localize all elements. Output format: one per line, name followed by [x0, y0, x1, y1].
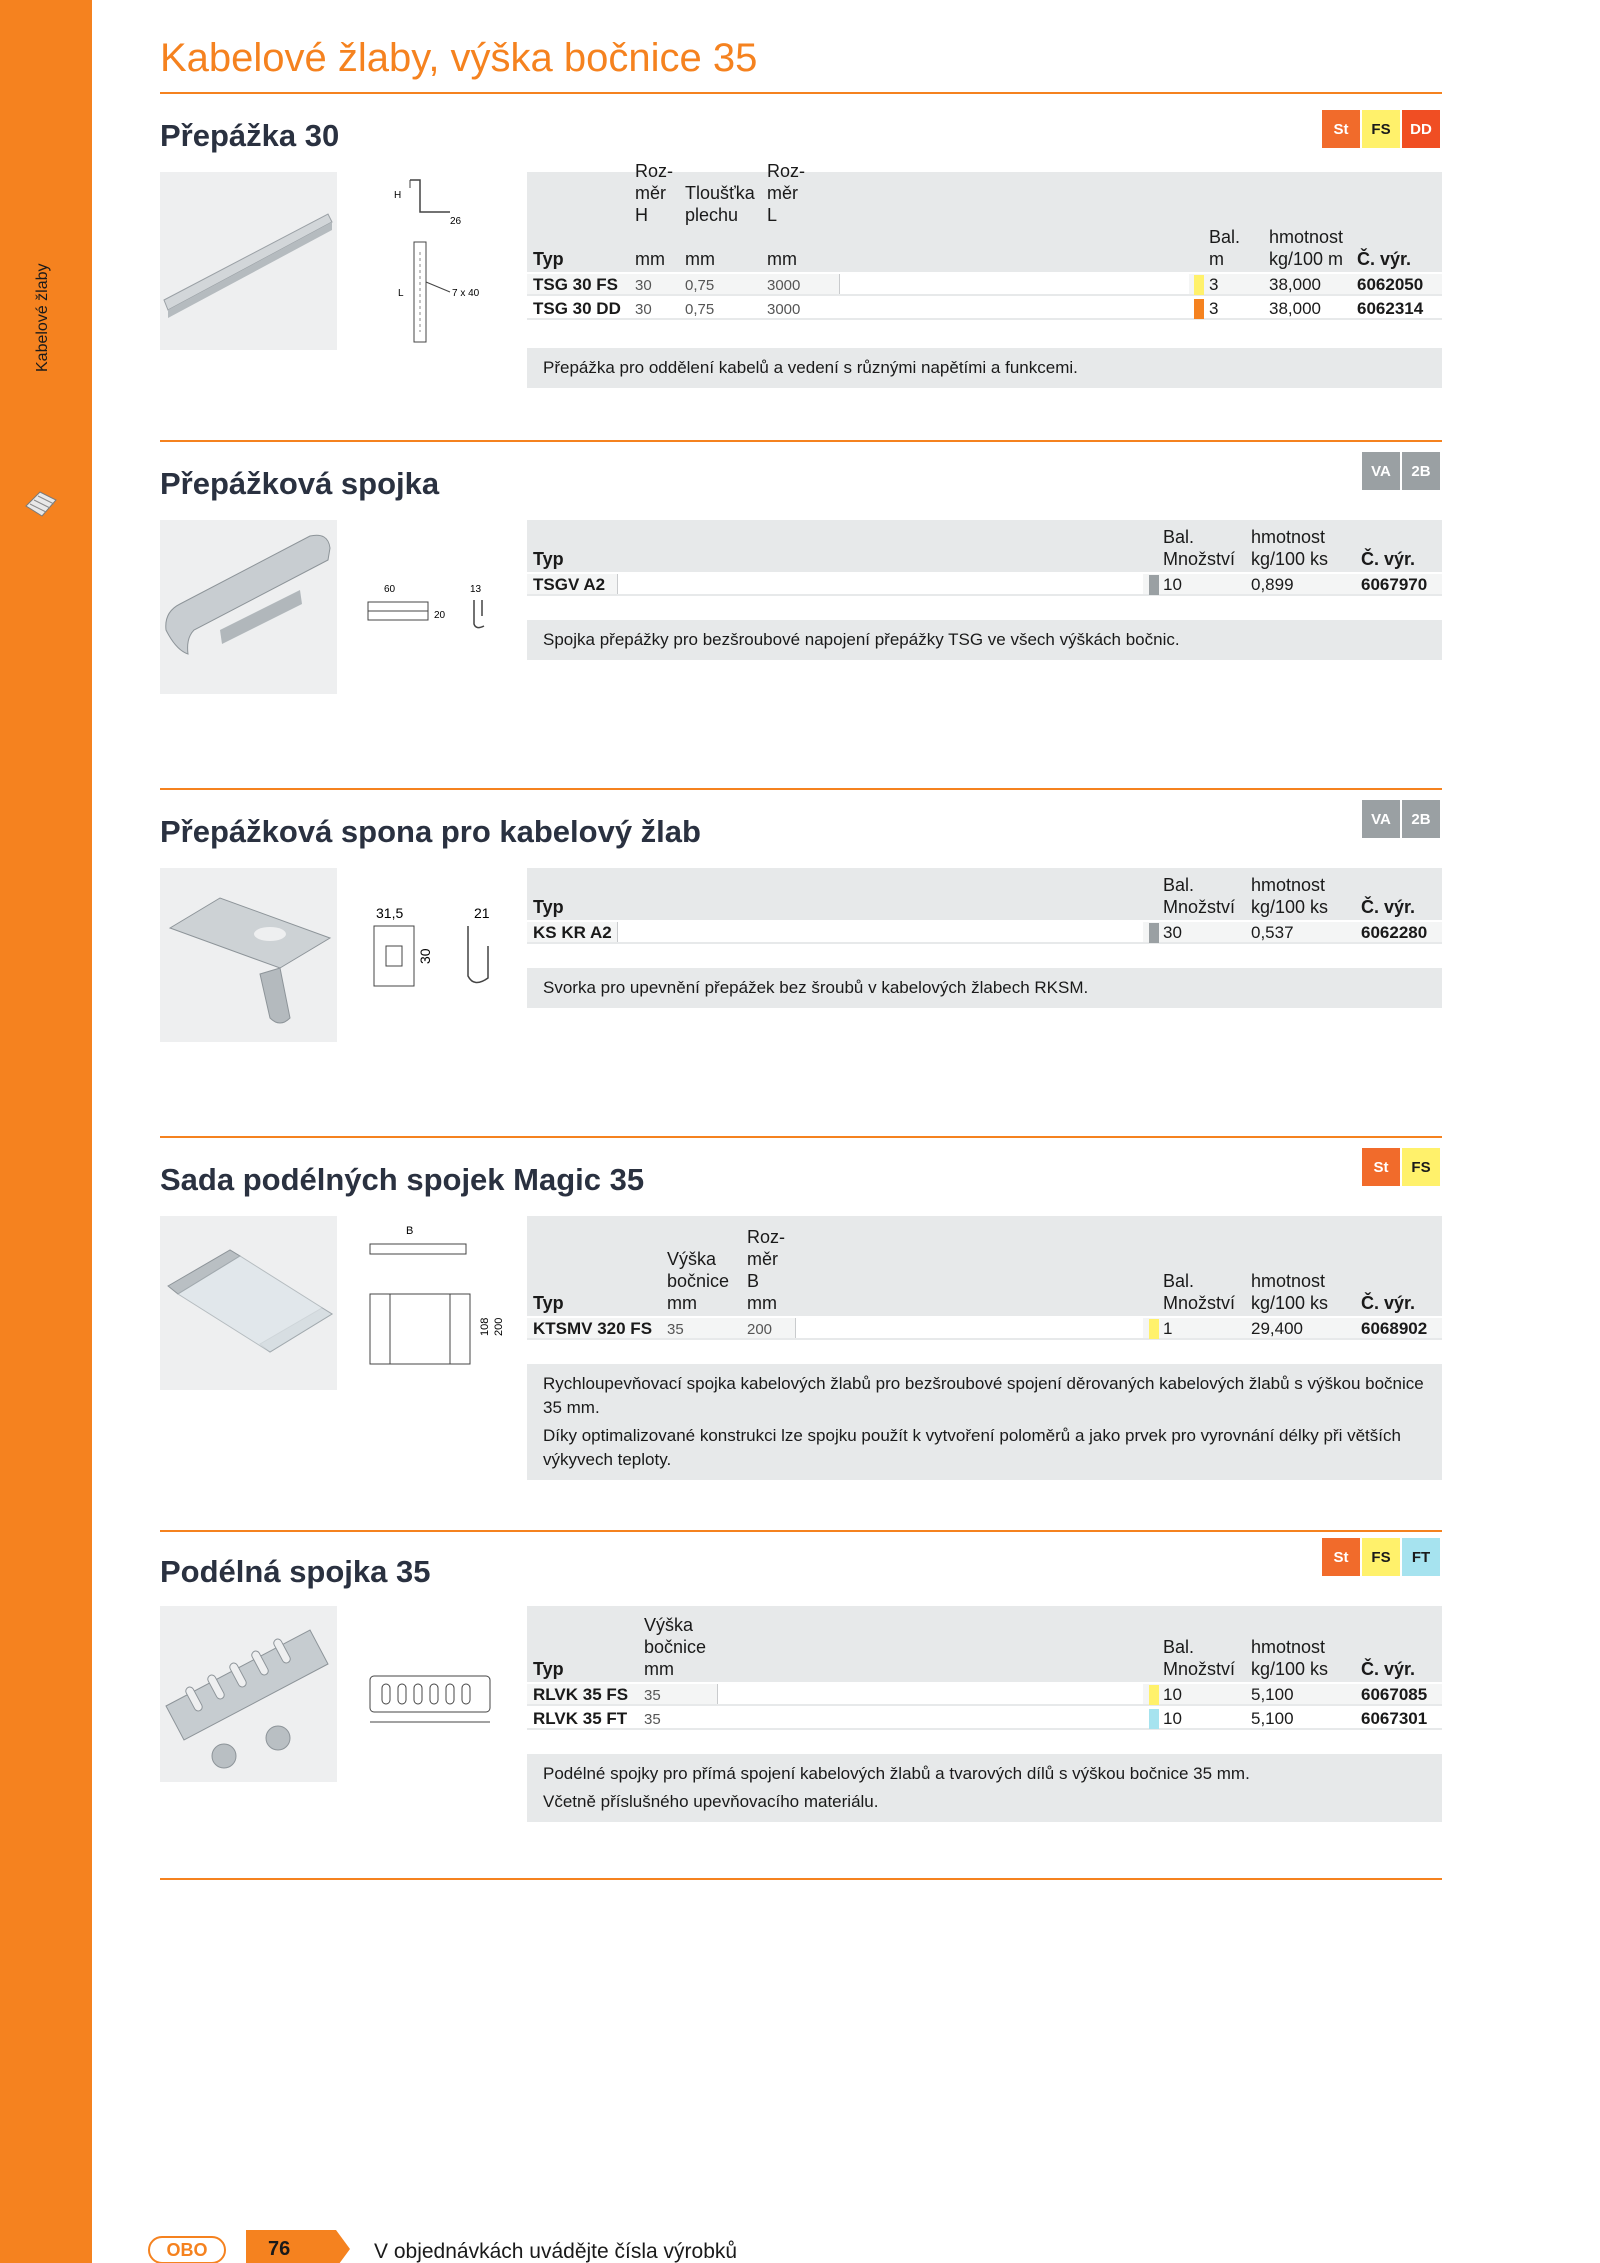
- dim-h: H: [394, 190, 402, 201]
- dim-26: 26: [450, 216, 462, 227]
- dim-21: 21: [474, 906, 490, 921]
- col-l-l1: Roz-: [767, 161, 806, 181]
- col-typ: Typ: [533, 1293, 564, 1313]
- cell-cv: 6062314: [1357, 299, 1424, 318]
- dim-108: 108: [479, 1317, 491, 1336]
- dim-31-5: 31,5: [376, 906, 404, 921]
- product-description: [527, 1754, 1442, 1822]
- col-typ: Typ: [533, 1659, 564, 1679]
- material-badges: [1322, 110, 1440, 148]
- color-swatch: [1149, 1709, 1159, 1729]
- col-weight-unit: kg/100 ks: [1251, 549, 1329, 569]
- product-table: [527, 868, 1442, 944]
- cable-tray-icon: [24, 488, 58, 518]
- col-v-l2: bočnice: [644, 1637, 707, 1657]
- section-divider: [160, 1136, 1442, 1138]
- cell-bal: 30: [1163, 923, 1182, 942]
- badge-st: St: [1362, 1148, 1400, 1186]
- section-prepazkova-spona: [160, 788, 1442, 1044]
- section-title: Sada podélných spojek Magic 35: [160, 1162, 645, 1197]
- cell-spacer: [717, 1684, 1143, 1704]
- footer-text: V objednávkách uvádějte čísla výrobků: [374, 2240, 738, 2263]
- cell-v: 35: [667, 1321, 684, 1338]
- section-title: Přepážková spona pro kabelový žlab: [160, 814, 701, 849]
- col-b-l2: měr: [747, 1249, 778, 1269]
- col-bal-unit: Množství: [1163, 1659, 1236, 1679]
- section-title: Přepážková spojka: [160, 466, 440, 501]
- cell-l: 3000: [767, 277, 801, 294]
- product-table: [527, 161, 1442, 320]
- col-l-unit: mm: [767, 249, 797, 269]
- col-weight-unit: kg/100 m: [1269, 249, 1344, 269]
- col-v-l1: Výška: [644, 1615, 694, 1635]
- badge-2b: 2B: [1402, 800, 1440, 838]
- product-photo: [160, 1216, 337, 1390]
- table-row: [527, 1682, 1442, 1704]
- badge-fs: FS: [1362, 1538, 1400, 1576]
- badge-st: St: [1322, 110, 1360, 148]
- section-title: Podélná spojka 35: [160, 1554, 431, 1589]
- col-t-l2: plechu: [685, 205, 739, 225]
- cell-spacer: [839, 274, 1189, 294]
- cell-bal: 3: [1209, 299, 1219, 318]
- cell-spacer: [795, 1318, 1143, 1338]
- col-b-l3: B: [747, 1271, 760, 1291]
- cell-spacer: [617, 574, 1143, 594]
- cell-typ: RLVK 35 FS: [533, 1685, 629, 1704]
- table-row: [527, 272, 1442, 294]
- cell-bal: 10: [1163, 1685, 1182, 1704]
- material-badges: [1322, 1538, 1440, 1576]
- col-bal-l1: Bal.: [1163, 1271, 1195, 1291]
- cell-weight: 0,537: [1251, 923, 1294, 942]
- obo-logo: [148, 2236, 226, 2263]
- cell-bal: 10: [1163, 1709, 1182, 1728]
- cell-typ: TSGV A2: [533, 575, 606, 594]
- table-row: [527, 1316, 1442, 1338]
- color-swatch: [1149, 575, 1159, 595]
- col-typ: Typ: [533, 249, 564, 269]
- col-weight-l1: hmotnost: [1251, 1637, 1326, 1657]
- cell-l: 3000: [767, 301, 801, 318]
- cell-weight: 0,899: [1251, 575, 1294, 594]
- title-divider: [160, 92, 1442, 94]
- col-weight-l1: hmotnost: [1251, 875, 1326, 895]
- product-table: [527, 1216, 1442, 1340]
- col-h-l2: měr: [635, 183, 666, 203]
- cell-v: 35: [644, 1687, 661, 1704]
- page-title: Kabelové žlaby, výška bočnice 35: [160, 36, 758, 80]
- col-l-l3: L: [767, 205, 778, 225]
- badge-2b: 2B: [1402, 452, 1440, 490]
- dimension-drawing: [364, 906, 504, 1016]
- badge-va: VA: [1362, 800, 1400, 838]
- dimension-drawing: [364, 580, 504, 660]
- product-description: [527, 968, 1442, 1008]
- table-row: [527, 296, 1442, 318]
- table-header: [527, 520, 1442, 572]
- description-text: Svorka pro upevnění přepážek bez šroubů v kabelových žlabech RKSM.: [543, 978, 1089, 997]
- section-prepazka-30: [160, 100, 1442, 390]
- col-bal-l1: Bal.: [1163, 527, 1195, 547]
- cell-weight: 38,000: [1269, 299, 1321, 318]
- cell-weight: 5,100: [1251, 1709, 1294, 1728]
- product-description: [527, 620, 1442, 660]
- cell-t: 0,75: [685, 277, 715, 294]
- col-h-l3: H: [635, 205, 648, 225]
- cell-cv: 6067085: [1361, 1685, 1428, 1704]
- col-bal-unit: Množství: [1163, 897, 1236, 917]
- table-header: [527, 868, 1442, 920]
- col-v-unit: mm: [644, 1659, 674, 1679]
- dim-30: 30: [417, 948, 433, 964]
- badge-dd: DD: [1402, 110, 1440, 148]
- footer-divider: [160, 1878, 1442, 1880]
- table-row: [527, 920, 1442, 942]
- section-podelna-spojka-35: [160, 1530, 1442, 1830]
- section-divider: [160, 1530, 1442, 1532]
- product-table: [527, 520, 1442, 596]
- product-description: [527, 348, 1442, 388]
- cell-bal: 10: [1163, 575, 1182, 594]
- cell-bal: 3: [1209, 275, 1219, 294]
- col-l-l2: měr: [767, 183, 798, 203]
- material-badges: [1362, 800, 1440, 838]
- table-row: [527, 1706, 1442, 1728]
- section-title: Přepážka 30: [160, 118, 340, 153]
- section-divider: [160, 788, 1442, 790]
- cell-cv: 6062280: [1361, 923, 1428, 942]
- dim-20: 20: [434, 610, 446, 621]
- product-photo: [160, 172, 337, 350]
- product-photo: [160, 520, 337, 694]
- color-swatch: [1149, 1685, 1159, 1705]
- cell-typ: RLVK 35 FT: [533, 1709, 628, 1728]
- col-cv: Č. výr.: [1361, 897, 1416, 917]
- col-weight-l1: hmotnost: [1251, 1271, 1326, 1291]
- dim-7x40: 7 x 40: [452, 288, 480, 299]
- cell-bal: 1: [1163, 1319, 1173, 1338]
- col-h-l1: Roz-: [635, 161, 674, 181]
- cell-typ: TSG 30 DD: [533, 299, 621, 318]
- product-photo: [160, 868, 337, 1042]
- color-swatch: [1194, 275, 1204, 295]
- section-magic-35: [160, 1136, 1442, 1472]
- col-typ: Typ: [533, 897, 564, 917]
- dim-l: L: [398, 288, 404, 299]
- col-bal-unit: m: [1209, 249, 1224, 269]
- side-tab: [0, 0, 92, 2263]
- cell-b: 200: [747, 1321, 773, 1338]
- cell-h: 30: [635, 301, 652, 318]
- cell-weight: 5,100: [1251, 1685, 1294, 1704]
- col-b-unit: mm: [747, 1293, 777, 1313]
- dim-200: 200: [493, 1317, 505, 1336]
- cell-typ: KS KR A2: [533, 923, 612, 942]
- table-header: [527, 1216, 1442, 1316]
- badge-fs: FS: [1402, 1148, 1440, 1186]
- dim-13: 13: [470, 584, 482, 595]
- col-cv: Č. výr.: [1361, 549, 1416, 569]
- col-weight-unit: kg/100 ks: [1251, 897, 1329, 917]
- cell-h: 30: [635, 277, 652, 294]
- color-swatch: [1194, 299, 1204, 319]
- cell-typ: TSG 30 FS: [533, 275, 619, 294]
- cell-cv: 6062050: [1357, 275, 1424, 294]
- cell-cv: 6067301: [1361, 1709, 1428, 1728]
- cell-v: 35: [644, 1711, 661, 1728]
- col-t-l1: Tloušťka: [685, 183, 755, 203]
- dim-b: B: [406, 1225, 414, 1237]
- description-text: Přepážka pro oddělení kabelů a vedení s různými napětími a funkcemi.: [543, 358, 1078, 377]
- col-weight-unit: kg/100 ks: [1251, 1659, 1329, 1679]
- product-photo: [160, 1606, 337, 1782]
- dim-60: 60: [384, 584, 396, 595]
- description-text: Včetně příslušného upevňovacího materiálu.: [543, 1792, 879, 1811]
- col-t-unit: mm: [685, 249, 715, 269]
- section-divider: [160, 440, 1442, 442]
- color-swatch: [1149, 923, 1159, 943]
- table-header: [527, 161, 1442, 272]
- color-swatch: [1149, 1319, 1159, 1339]
- dimension-drawing: [360, 1668, 510, 1728]
- page-number-tab: [246, 2230, 350, 2263]
- col-bal-unit: Množství: [1163, 1293, 1236, 1313]
- col-bal-unit: Množství: [1163, 549, 1236, 569]
- description-text: Díky optimalizované konstrukci lze spojku použít k vytvoření poloměrů a jako prvek pro vyrovnání délky při větších výkyvech teploty.: [543, 1426, 1401, 1469]
- product-table: [527, 1606, 1442, 1730]
- cell-cv: 6068902: [1361, 1319, 1428, 1338]
- description-text: Podélné spojky pro přímá spojení kabelových žlabů a tvarových dílů s výškou bočnice 35 mm.: [543, 1764, 1250, 1783]
- cell-spacer: [617, 922, 1143, 942]
- col-cv: Č. výr.: [1361, 1659, 1416, 1679]
- product-description: [527, 1364, 1442, 1480]
- cell-typ: KTSMV 320 FS: [533, 1319, 653, 1338]
- badge-st: St: [1322, 1538, 1360, 1576]
- section-prepazkova-spojka: [160, 440, 1442, 696]
- cell-weight: 38,000: [1269, 275, 1321, 294]
- col-bal-l1: Bal.: [1163, 875, 1195, 895]
- badge-ft: FT: [1402, 1538, 1440, 1576]
- badge-va: VA: [1362, 452, 1400, 490]
- material-badges: [1362, 452, 1440, 490]
- description-text: Rychloupevňovací spojka kabelových žlabů pro bezšroubové spojení děrovaných kabelových žlabů s výškou bočnice 35 mm.: [543, 1374, 1424, 1417]
- col-v-unit: mm: [667, 1293, 697, 1313]
- cell-weight: 29,400: [1251, 1319, 1303, 1338]
- col-bal-l1: Bal.: [1163, 1637, 1195, 1657]
- page-number: 76: [268, 2238, 291, 2260]
- col-cv: Č. výr.: [1357, 249, 1412, 269]
- col-v-l1: Výška: [667, 1249, 717, 1269]
- col-weight-l1: hmotnost: [1269, 227, 1344, 247]
- col-weight-unit: kg/100 ks: [1251, 1293, 1329, 1313]
- col-typ: Typ: [533, 549, 564, 569]
- col-cv: Č. výr.: [1361, 1293, 1416, 1313]
- col-weight-l1: hmotnost: [1251, 527, 1326, 547]
- side-label: Kabelové žlaby: [34, 263, 51, 372]
- col-h-unit: mm: [635, 249, 665, 269]
- cell-t: 0,75: [685, 301, 715, 318]
- cell-cv: 6067970: [1361, 575, 1428, 594]
- logo-text: OBO: [166, 2240, 208, 2260]
- col-v-l2: bočnice: [667, 1271, 730, 1291]
- col-bal-l1: Bal.: [1209, 227, 1241, 247]
- table-row: [527, 572, 1442, 594]
- description-text: Spojka přepážky pro bezšroubové napojení přepážky TSG ve všech výškách bočnic.: [543, 630, 1180, 649]
- dimension-drawing: [380, 172, 520, 352]
- dimension-drawing: [360, 1220, 510, 1390]
- col-b-l1: Roz-: [747, 1227, 786, 1247]
- badge-fs: FS: [1362, 110, 1400, 148]
- table-header: [527, 1606, 1442, 1682]
- material-badges: [1362, 1148, 1440, 1186]
